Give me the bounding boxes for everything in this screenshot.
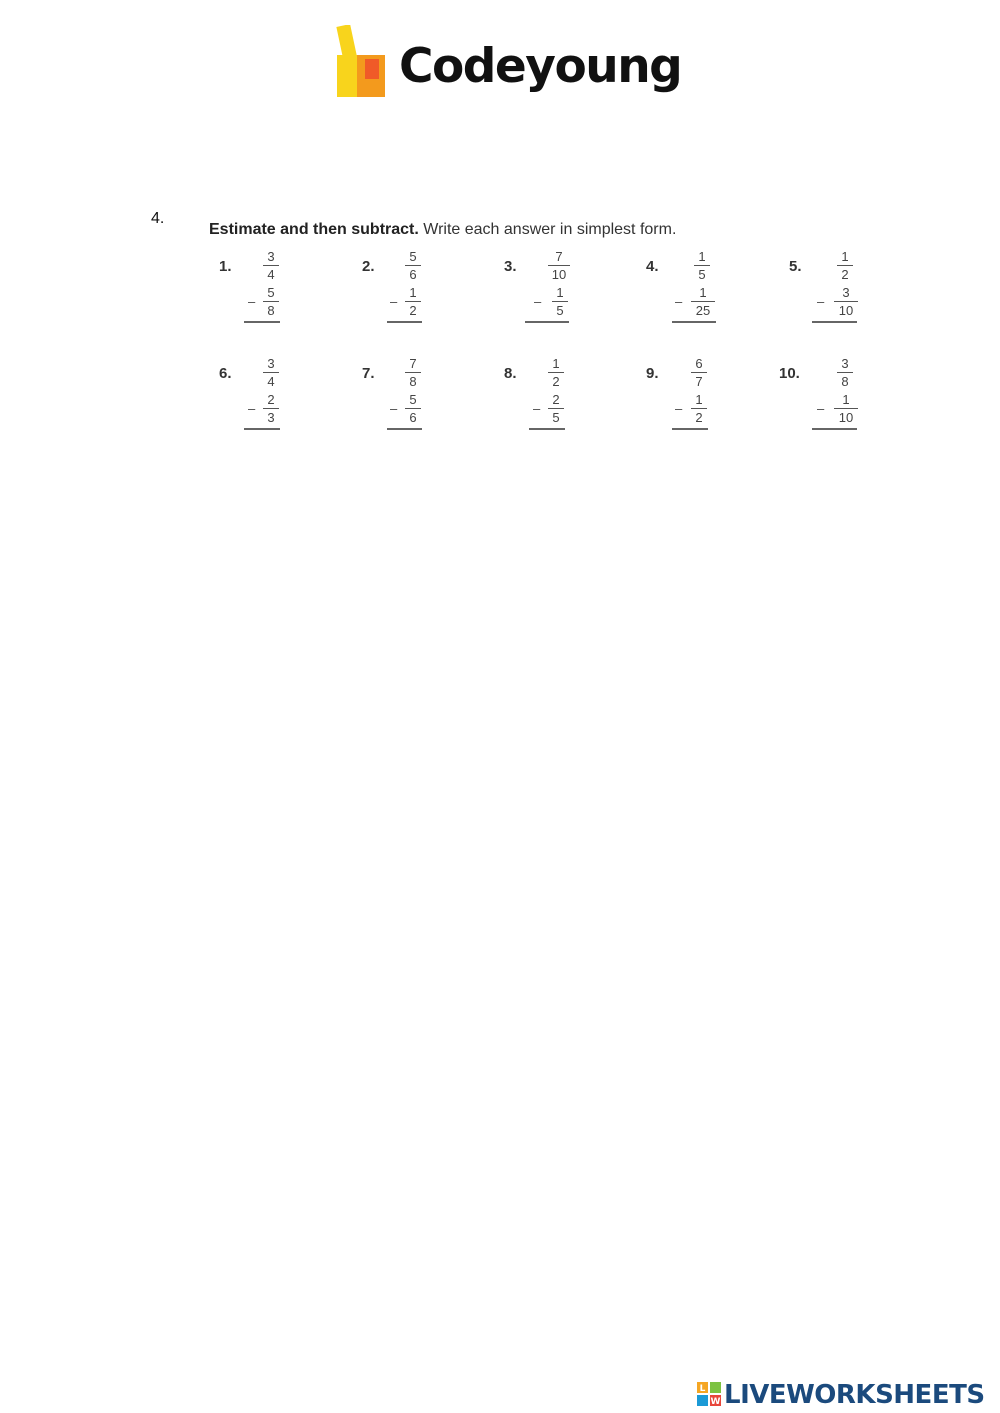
numerator: 3 [841,356,849,371]
minus-sign: – [817,294,825,309]
fraction-top [405,357,421,388]
numerator: 1 [842,392,850,407]
numerator: 3 [267,249,275,264]
fraction-bottom [405,286,421,317]
answer-line [672,321,716,323]
problem-label: 9. [646,365,659,382]
numerator: 1 [841,249,849,264]
problem-label: 4. [646,258,659,275]
denominator: 2 [695,410,703,425]
fraction-top [837,250,853,281]
problem-label: 2. [362,258,375,275]
problem-label: 1. [219,258,232,275]
problem-label: 8. [504,365,517,382]
numerator: 5 [409,249,417,264]
fraction-bottom [691,286,715,317]
question-number: 4. [151,210,165,227]
fraction-top [263,250,279,281]
denominator: 4 [267,374,275,389]
numerator: 3 [842,285,850,300]
minus-sign: – [248,294,256,309]
minus-sign: – [390,294,398,309]
liveworksheets-icon [697,1382,721,1406]
instructions [209,221,676,239]
problem-label: 10. [779,365,800,382]
liveworksheets-logo [697,1378,997,1408]
numerator: 3 [267,356,275,371]
denominator: 5 [556,303,564,318]
codeyoung-logo-text: Codeyoung [399,39,682,94]
numerator: 1 [695,392,703,407]
minus-sign: – [675,401,683,416]
denominator: 5 [552,410,560,425]
problem-1 [219,250,359,332]
denominator: 2 [409,303,417,318]
numerator: 6 [695,356,703,371]
fraction-top [691,357,707,388]
instructions-bold: Estimate and then subtract. [209,221,419,238]
fraction-top [548,250,570,281]
answer-line [525,321,569,323]
denominator: 5 [698,267,706,282]
minus-sign: – [533,401,541,416]
fraction-top [837,357,853,388]
numerator: 2 [267,392,275,407]
answer-line [244,321,280,323]
fraction-top [405,250,421,281]
fraction-bottom [834,393,858,424]
answer-line [387,321,422,323]
problem-label: 6. [219,365,232,382]
minus-sign: – [534,294,542,309]
fraction-bottom [552,286,568,317]
numerator: 1 [552,356,560,371]
fraction-top [694,250,710,281]
numerator: 1 [409,285,417,300]
problem-label: 3. [504,258,517,275]
answer-line [387,428,422,430]
problem-9 [646,357,786,439]
denominator: 25 [695,303,711,318]
fraction-bottom [263,393,279,424]
problem-label: 7. [362,365,375,382]
minus-sign: – [248,401,256,416]
fraction-top [263,357,279,388]
numerator: 1 [698,249,706,264]
answer-line [529,428,565,430]
numerator: 1 [556,285,564,300]
problem-label: 5. [789,258,802,275]
answer-line [672,428,708,430]
numerator: 5 [267,285,275,300]
numerator: 2 [552,392,560,407]
fraction-top [548,357,564,388]
denominator: 10 [838,303,854,318]
answer-line [812,428,857,430]
minus-sign: – [675,294,683,309]
fraction-bottom [263,286,279,317]
fraction-bottom [405,393,421,424]
numerator: 1 [699,285,707,300]
problem-7 [362,357,502,439]
numerator: 7 [555,249,563,264]
problem-3 [504,250,644,332]
denominator: 6 [409,267,417,282]
icon-letter-l: L [699,1384,706,1394]
denominator: 8 [409,374,417,389]
codeyoung-logo-icon [333,25,389,99]
problem-8 [504,357,644,439]
denominator: 8 [267,303,275,318]
numerator: 5 [409,392,417,407]
denominator: 3 [267,410,275,425]
problem-4 [646,250,786,332]
denominator: 2 [552,374,560,389]
instructions-rest: Write each answer in simplest form. [418,221,677,238]
denominator: 10 [551,267,567,282]
codeyoung-logo [333,25,682,110]
answer-line [812,321,857,323]
liveworksheets-text: LIVEWORKSHEETS [724,1380,985,1410]
problem-6 [219,357,359,439]
minus-sign: – [390,401,398,416]
icon-letter-w: W [710,1397,721,1406]
problem-10 [779,357,919,439]
denominator: 4 [267,267,275,282]
answer-line [244,428,280,430]
fraction-bottom [548,393,564,424]
denominator: 8 [841,374,849,389]
denominator: 6 [409,410,417,425]
fraction-bottom [691,393,707,424]
problem-5 [789,250,929,332]
numerator: 7 [409,356,417,371]
fraction-bottom [834,286,858,317]
denominator: 7 [695,374,703,389]
minus-sign: – [817,401,825,416]
problem-2 [362,250,502,332]
denominator: 2 [841,267,849,282]
denominator: 10 [838,410,854,425]
